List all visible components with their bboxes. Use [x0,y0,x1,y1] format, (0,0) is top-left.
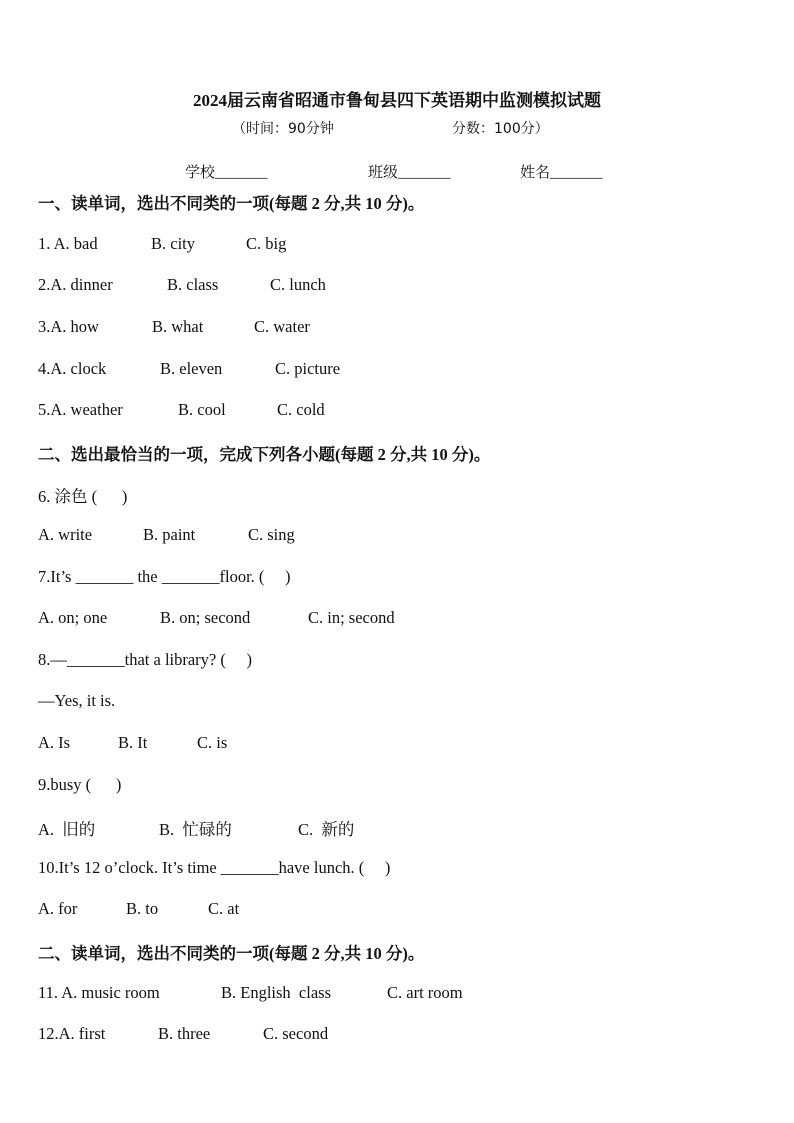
question-9-c: C. 新的 [298,820,355,839]
section-heading-3: 二、读单词，选出不同类的一项(每题 2 分,共 10 分)。 [38,944,425,963]
question-7-c: C. in; second [308,608,395,627]
question-10-b: B. to [126,899,159,918]
name-field: 姓名_______ [520,165,603,181]
question-2-a: 2.A. dinner [38,275,113,294]
question-3-b: B. what [152,317,204,336]
question-4-b: B. eleven [160,359,223,378]
question-2-c: C. lunch [270,275,326,294]
question-4-a: 4.A. clock [38,359,107,378]
question-5-b: B. cool [178,400,226,419]
question-8-stem: 8.—_______that a library? ( ) [38,650,252,669]
question-1-a: 1. A. bad [38,234,98,253]
question-10-c: C. at [208,899,240,918]
question-2-b: B. class [167,275,219,294]
question-12-b: B. three [158,1024,211,1043]
question-7-a: A. on; one [38,608,108,627]
question-10-a: A. for [38,899,78,918]
question-11-b: B. English class [221,983,331,1002]
question-12-a: 12.A. first [38,1024,106,1043]
question-5-c: C. cold [277,400,325,419]
section-heading-2: 二、选出最恰当的一项，完成下列各小题(每题 2 分,共 10 分)。 [38,445,491,464]
question-9-a: A. 旧的 [38,820,96,839]
question-8-c: C. is [197,733,228,752]
question-7-stem: 7.It’s _______ the _______floor. ( ) [38,567,291,586]
question-4-c: C. picture [275,359,341,378]
question-9-stem: 9.busy ( ) [38,775,122,794]
question-8-a: A. Is [38,733,71,752]
question-11-c: C. art room [387,983,463,1002]
question-3-a: 3.A. how [38,317,99,336]
question-3-c: C. water [254,317,310,336]
question-8-b: B. It [118,733,148,752]
exam-score: 分数：100分） [452,121,549,137]
page-title: 2024届云南省昭通市鲁甸县四下英语期中监测模拟试题 [193,91,601,110]
question-6-a: A. write [38,525,93,544]
question-6-stem: 6. 涂色 ( ) [38,487,128,506]
question-6-c: C. sing [248,525,295,544]
question-10-stem: 10.It’s 12 o’clock. It’s time _______have lunch. ( ) [38,858,391,877]
question-8-reply: —Yes, it is. [38,691,116,710]
question-1-b: B. city [151,234,195,253]
question-11-a: 11. A. music room [38,983,160,1002]
question-1-c: C. big [246,234,287,253]
question-5-a: 5.A. weather [38,400,123,419]
section-heading-1: 一、读单词，选出不同类的一项(每题 2 分,共 10 分)。 [38,194,425,213]
class-field: 班级_______ [368,165,451,181]
question-12-c: C. second [263,1024,329,1043]
question-9-b: B. 忙碌的 [159,820,232,839]
question-7-b: B. on; second [160,608,251,627]
question-6-b: B. paint [143,525,196,544]
exam-time: （时间：90分钟 [232,121,334,137]
school-field: 学校_______ [185,165,268,181]
